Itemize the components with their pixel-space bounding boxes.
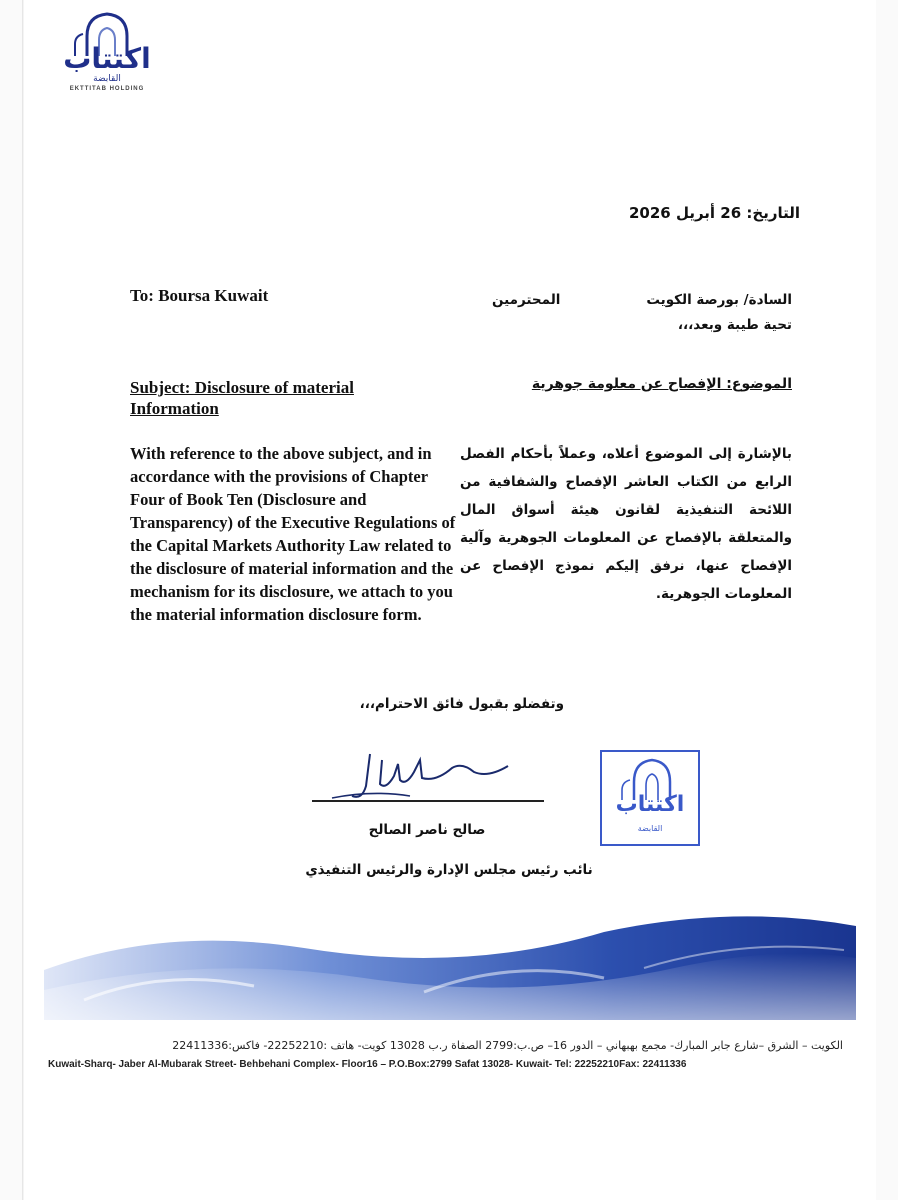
signatory-title: نائب رئيس مجلس الإدارة والرئيس التنفيذي <box>305 862 593 878</box>
addressee-arabic-name: السادة/ بورصة الكويت <box>646 292 792 308</box>
addressee-arabic-honorific: المحترمين <box>492 292 561 308</box>
company-logo <box>57 12 157 94</box>
company-stamp <box>600 750 700 846</box>
letter-page <box>24 0 876 1200</box>
footer-wave-graphic <box>44 908 856 1020</box>
footer-address-arabic: الكويت – الشرق –شارع جابر المبارك- مجمع بهبهاني – الدور 16– ص.ب:2799 الصفاة ر.ب 13028 كويت- هاتف :22252210- فاكس:22411336 <box>172 1039 843 1052</box>
subject-english: Subject: Disclosure of material Information <box>130 378 354 418</box>
signature-line <box>312 800 544 802</box>
closing-salutation: وتفضلو بقبول فائق الاحترام،،، <box>359 696 564 712</box>
addressee-english: To: Boursa Kuwait <box>130 286 269 305</box>
logo-arabic-text: اكتتاب <box>63 42 151 75</box>
stamp-arabic-text: اكتتاب <box>615 792 685 817</box>
addressee-arabic <box>492 288 792 338</box>
stamp-arabic-subtext: القابضة <box>637 824 663 833</box>
subject-arabic: الموضوع: الإفصاح عن معلومة جوهرية <box>531 376 792 392</box>
addressee-arabic-greeting: تحية طيبة وبعد،،، <box>677 317 792 333</box>
letter-date: التاريخ: 26 أبريل 2026 <box>628 204 800 222</box>
scan-left-margin <box>0 0 23 1200</box>
scan-right-margin <box>875 0 898 1200</box>
body-english: With reference to the above subject, and in accordance with the provisions of Chapter Four of Book Ten (Disclosure and Transparency) of the Executive Regulations of the Capital Markets Authority Law related to the disclosure of material information and the mechanism for its disclosure, we attach to you the material information disclosure form. <box>130 444 456 624</box>
logo-arabic-subtext: القابضة <box>93 74 121 84</box>
footer-address-english: Kuwait-Sharq- Jaber Al-Mubarak Street- Behbehani Complex- Floor16 – P.O.Box:2799 Safat 13028- Kuwait- Tel: 22252210Fax: 22411336 <box>48 1059 687 1070</box>
logo-latin-text: EKTTITAB HOLDING <box>69 86 145 92</box>
signatory-name: صالح ناصر الصالح <box>368 822 486 838</box>
body-arabic: بالإشارة إلى الموضوع أعلاه، وعملاً بأحكام الفصل الرابع من الكتاب العاشر الإفصاح والشفافية من اللائحة التنفيذية لقانون هيئة أسواق المال والمتعلقة بالإفصاح عن المعلومات الجوهرية وآلية الإفصاح عنها، نرفق إليكم نموذج الإفصاح عن المعلومات الجوهرية. <box>460 446 792 602</box>
handwritten-signature <box>312 746 552 806</box>
